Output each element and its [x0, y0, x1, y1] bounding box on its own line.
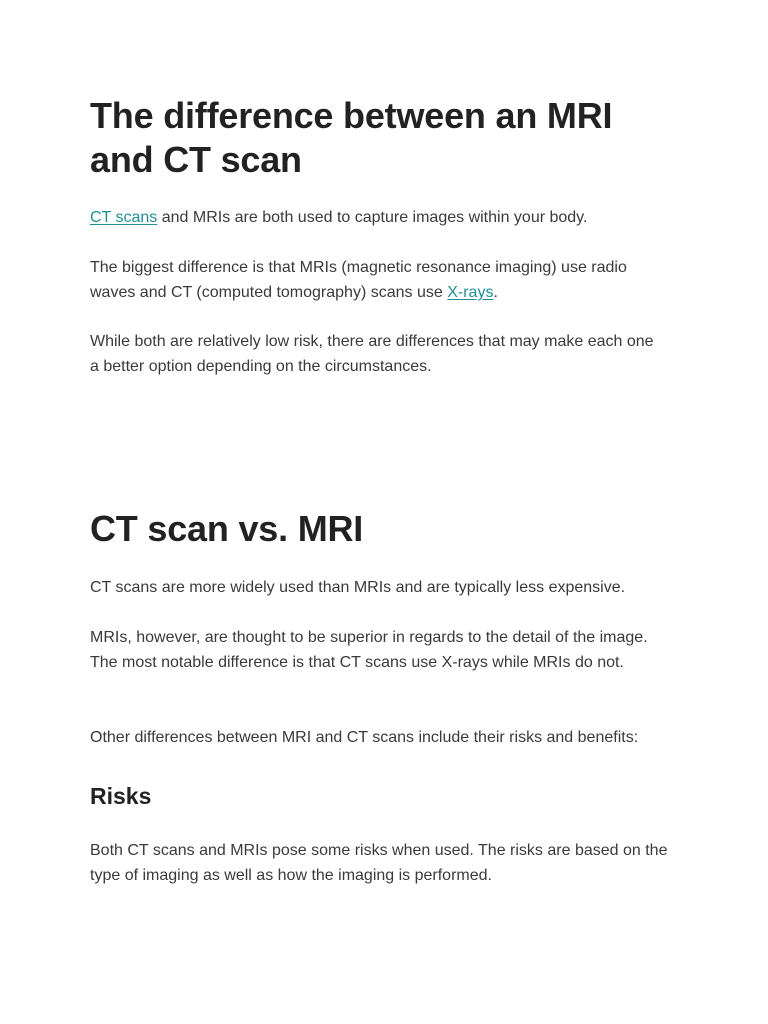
section-heading-ct-vs-mri: CT scan vs. MRI	[90, 508, 364, 549]
x-rays-link[interactable]: X-rays	[447, 284, 494, 301]
comparison-paragraph-1: CT scans are more widely used than MRIs and are typically less expensive.	[90, 579, 626, 596]
intro-paragraph-2	[90, 255, 670, 305]
intro-paragraph-3: While both are relatively low risk, there are differences that may make each one a better option depending on the circumstances.	[90, 333, 654, 375]
page-title: The difference between an MRI and CT scan	[90, 95, 613, 180]
comparison-paragraph-3: Other differences between MRI and CT scans include their risks and benefits:	[90, 729, 639, 746]
ct-scans-link[interactable]: CT scans	[90, 209, 158, 226]
section-heading-risks: Risks	[90, 783, 152, 809]
intro-paragraph-1	[90, 205, 680, 230]
intro-paragraph-1-text: and MRIs are both used to capture images within your body.	[157, 209, 588, 226]
intro-paragraph-2-text: The biggest difference is that MRIs (magnetic resonance imaging) use radio waves and CT (computed tomography) scans use	[90, 259, 627, 301]
comparison-paragraph-2: MRIs, however, are thought to be superior in regards to the detail of the image. The most notable difference is that CT scans use X-rays while MRIs do not.	[90, 629, 648, 671]
risks-paragraph-1: Both CT scans and MRIs pose some risks when used. The risks are based on the type of imaging as well as how the imaging is performed.	[90, 842, 668, 884]
intro-paragraph-2-end: .	[493, 284, 498, 301]
